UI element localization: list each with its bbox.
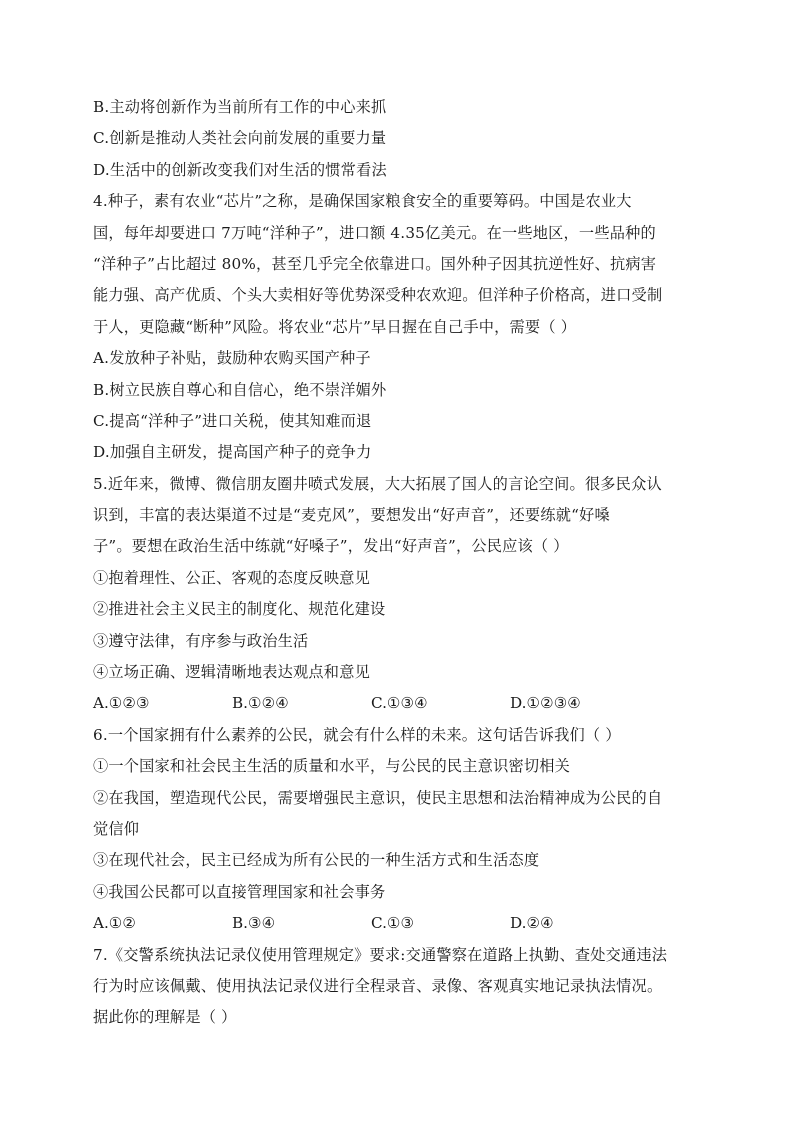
text-line: 子”。要想在政治生活中练就“好嗓子”，发出“好声音”，公民应该（ ） <box>93 537 569 556</box>
option-d: D.①②③④ <box>510 694 581 713</box>
option-c: C.①③ <box>371 914 415 933</box>
text-line: ④立场正确、逻辑清晰地表达观点和意见 <box>93 663 370 682</box>
text-line: C.创新是推动人类社会向前发展的重要力量 <box>93 129 387 148</box>
text-line: ③在现代社会，民主已经成为所有公民的一种生活方式和生活态度 <box>93 851 540 870</box>
text-line: ②在我国，塑造现代公民，需要增强民主意识，使民主思想和法治精神成为公民的自 <box>93 788 663 807</box>
option-b: B.①②④ <box>232 694 289 713</box>
text-line: ③遵守法律，有序参与政治生活 <box>93 631 309 650</box>
text-line: 6.一个国家拥有什么素养的公民，就会有什么样的未来。这句话告诉我们（ ） <box>93 725 621 744</box>
text-line: B.主动将创新作为当前所有工作的中心来抓 <box>93 98 387 116</box>
text-line: ①一个国家和社会民主生活的质量和水平，与公民的民主意识密切相关 <box>93 757 571 776</box>
text-line: D.加强自主研发，提高国产种子的竞争力 <box>93 443 372 462</box>
text-line: 4.种子，素有农业“芯片”之称，是确保国家粮食安全的重要筹码。中国是农业大 <box>93 192 632 211</box>
text-line: 5.近年来，微博、微信朋友圈井喷式发展，大大拓展了国人的言论空间。很多民众认 <box>93 474 662 493</box>
text-line: B.树立民族自尊心和自信心，绝不崇洋媚外 <box>93 380 387 399</box>
text-line: 7.《交警系统执法记录仪使用管理规定》要求:交通警察在道路上执勤、查处交通违法 <box>93 945 668 964</box>
text-line: 行为时应该佩戴、使用执法记录仪进行全程录音、录像、客观真实地记录执法情况。 <box>93 976 663 995</box>
text-line: “洋种子”占比超过 80%，甚至几乎完全依靠进口。国外种子因其抗逆性好、抗病害 <box>93 254 657 273</box>
options-q5 <box>93 688 703 719</box>
document-content <box>93 92 703 1034</box>
text-line: A.发放种子补贴，鼓励种农购买国产种子 <box>93 349 371 368</box>
text-line: 据此你的理解是（ ） <box>93 1008 237 1027</box>
text-line: 识到，丰富的表达渠道不过是“麦克风”，要想发出“好声音”，还要练就“好嗓 <box>93 506 610 525</box>
text-line: 能力强、高产优质、个头大卖相好等优势深受种农欢迎。但洋种子价格高，进口受制 <box>93 286 663 305</box>
option-a: A.①② <box>93 914 137 933</box>
text-line: ②推进社会主义民主的制度化、规范化建设 <box>93 600 386 619</box>
text-line: ①抱着理性、公正、客观的态度反映意见 <box>93 568 370 587</box>
text-line: 于人，更隐藏“断种”风险。将农业“芯片”早日握在自己手中，需要（ ） <box>93 317 577 336</box>
text-line: D.生活中的创新改变我们对生活的惯常看法 <box>93 160 387 179</box>
options-q6 <box>93 908 703 939</box>
option-d: D.②④ <box>510 914 554 933</box>
option-a: A.①②③ <box>93 694 150 713</box>
text-line: 觉信仰 <box>93 819 140 838</box>
option-c: C.①③④ <box>371 694 428 713</box>
text-line: C.提高“洋种子”进口关税，使其知难而退 <box>93 411 372 430</box>
option-b: B.③④ <box>232 914 276 933</box>
text-line: ④我国公民都可以直接管理国家和社会事务 <box>93 882 386 901</box>
text-line: 国，每年却要进口 7万吨“洋种子”，进口额 4.35亿美元。在一些地区，一些品种的 <box>93 223 656 242</box>
